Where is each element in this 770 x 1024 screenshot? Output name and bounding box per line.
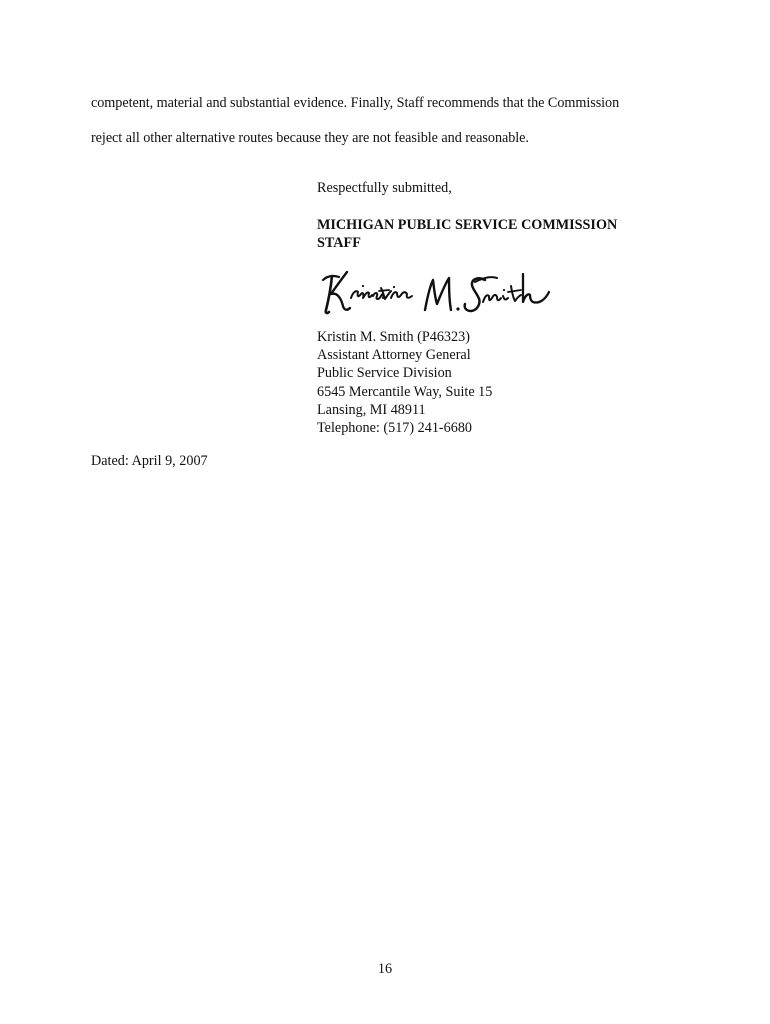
address-line-1: 6545 Mercantile Way, Suite 15 [317,383,493,400]
signer-name: Kristin M. Smith (P46323) [317,329,470,345]
signer-details [317,328,717,437]
signer-division: Public Service Division [317,365,452,382]
page-number: 16 [377,961,393,977]
organization-name [317,216,717,252]
address-line-2: Lansing, MI 48911 [317,401,426,418]
telephone-line: Telephone: (517) 241-6680 [317,420,473,437]
organization-line-1: MICHIGAN PUBLIC SERVICE COMMISSION [317,217,618,233]
signer-title: Assistant Attorney General [317,347,471,364]
closing-line: Respectfully submitted, [317,180,452,196]
body-text-line-1: competent, material and substantial evidence. Finally, Staff recommends that the Commission [91,95,620,111]
signature-block [317,179,717,437]
handwritten-signature [317,258,557,322]
organization-line-2: STAFF [317,235,361,251]
body-text-line-2: reject all other alternative routes because they are not feasible and reasonable. [91,130,529,146]
signature-image [317,258,557,322]
dated-line: Dated: April 9, 2007 [91,453,208,469]
